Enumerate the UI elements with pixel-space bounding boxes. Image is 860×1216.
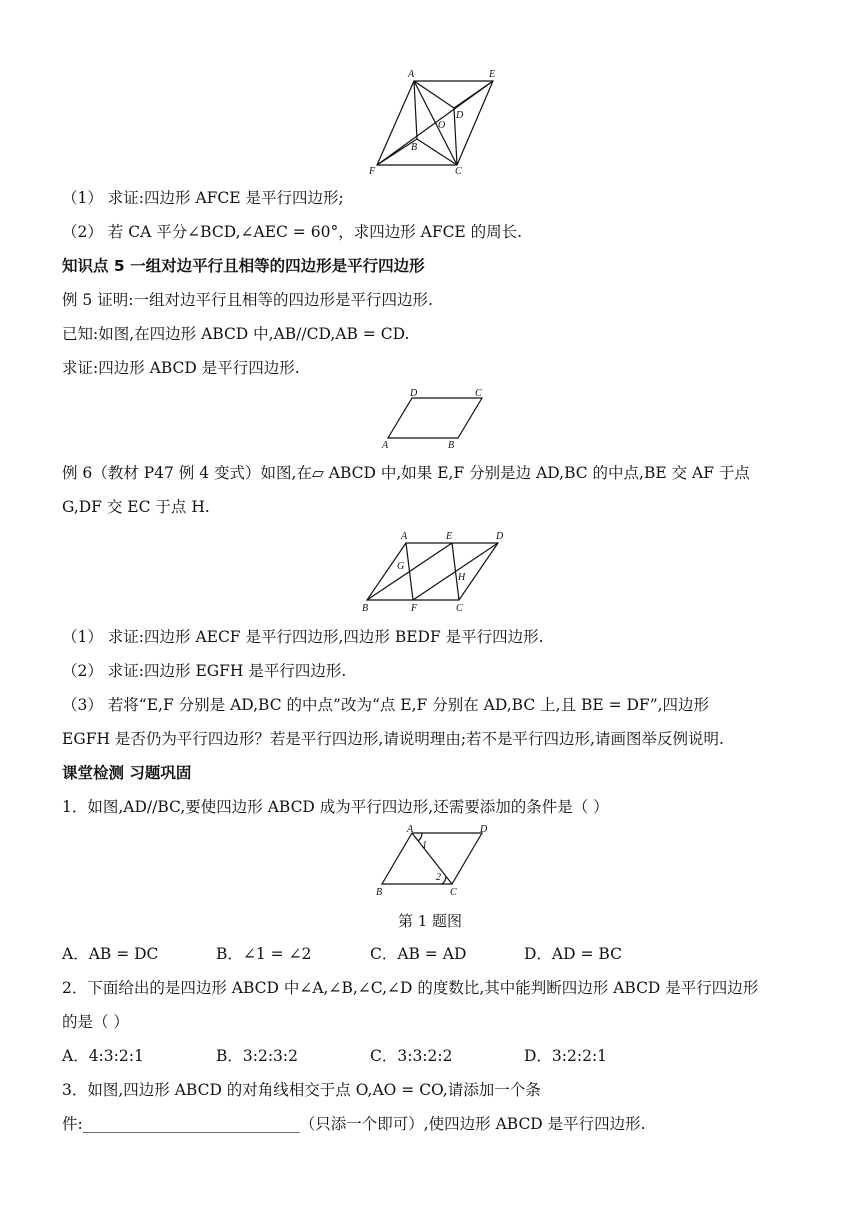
fig4-angle-2: 2	[436, 872, 441, 883]
fig2-label-b: B	[448, 440, 455, 451]
question-2-text: （2） 若 CA 平分∠BCD,∠AEC = 60°，求四边形 AFCE 的周长.	[62, 223, 523, 241]
prove-text: 求证:四边形 ABCD 是平行四边形.	[62, 359, 300, 377]
exercise-1-option-d: D．AD = BC	[524, 945, 622, 963]
example-6-question-2: （2） 求证:四边形 EGFH 是平行四边形.	[62, 662, 347, 680]
figure-exercise-1	[370, 824, 496, 900]
exercise-2-line-1: 2．下面给出的是四边形 ABCD 中∠A,∠B,∠C,∠D 的度数比,其中能判断四边形 ABCD 是平行四边形	[62, 979, 759, 997]
exercise-2-line-2: 的是（ ）	[62, 1013, 129, 1031]
fig4-angle-1: 1	[422, 840, 427, 851]
fig3-label-g: G	[397, 561, 405, 572]
fig4-label-b: B	[376, 887, 383, 898]
fig3-label-e: E	[446, 531, 453, 542]
fig4-label-a: A	[407, 824, 414, 835]
fig1-label-d: D	[456, 110, 464, 121]
example-6-question-3-line-2: EGFH 是否仍为平行四边形？若是平行四边形,请说明理由;若不是平行四边形,请画图举反例说明.	[62, 730, 724, 748]
fig1-label-b: B	[411, 142, 418, 153]
exercise-1-text: 1．如图,AD//BC,要使四边形 ABCD 成为平行四边形,还需要添加的条件是（ ）	[62, 798, 609, 816]
example-5-text: 例 5 证明:一组对边平行且相等的四边形是平行四边形.	[62, 291, 433, 309]
fig3-label-d: D	[496, 531, 504, 542]
figure-parallelogram-egfh	[355, 527, 510, 617]
exercise-2-option-d: D．3:2:2:1	[524, 1047, 608, 1065]
knowledge-point-5-heading: 知识点 5 一组对边平行且相等的四边形是平行四边形	[62, 257, 425, 275]
exercise-1-option-a: A．AB = DC	[62, 945, 159, 963]
fig1-label-e: E	[489, 69, 496, 80]
fig4-label-c: C	[450, 887, 457, 898]
question-1-text: （1） 求证:四边形 AFCE 是平行四边形;	[62, 189, 344, 207]
figure-caption: 第 1 题图	[397, 912, 463, 930]
fig1-label-c: C	[455, 166, 462, 177]
fig2-label-d: D	[410, 388, 418, 399]
example-6-question-3-line-1: （3） 若将“E,F 分别是 AD,BC 的中点”改为“点 E,F 分别在 AD,BC 上,且 BE = DF”,四边形	[62, 696, 710, 714]
given-text: 已知:如图,在四边形 ABCD 中,AB//CD,AB = CD.	[62, 325, 410, 343]
example-6-question-1: （1） 求证:四边形 AECF 是平行四边形,四边形 BEDF 是平行四边形.	[62, 628, 544, 646]
fig3-label-a: A	[401, 531, 408, 542]
exercise-1-option-c: C．AB = AD	[370, 945, 467, 963]
exercise-2-option-a: A．4:3:2:1	[62, 1047, 144, 1065]
figure-parallelogram-abcd	[378, 386, 490, 452]
fig1-label-o: O	[438, 120, 446, 131]
fig1-label-f: F	[369, 166, 376, 177]
exercise-2-option-c: C．3:3:2:2	[370, 1047, 453, 1065]
example-6-line-2: G,DF 交 EC 于点 H.	[62, 498, 210, 516]
exercise-3-line-2: 件:____________________________（只添一个即可）,使四边形 ABCD 是平行四边形.	[62, 1115, 646, 1133]
fig3-label-b: B	[362, 603, 369, 614]
fig3-label-h: H	[458, 572, 466, 583]
section-heading: 课堂检测 习题巩固	[62, 764, 192, 782]
fig3-label-f: F	[411, 603, 418, 614]
figure-parallelogram-afce	[360, 66, 510, 178]
fig1-label-a: A	[408, 69, 415, 80]
fig2-label-a: A	[382, 440, 389, 451]
exercise-2-option-b: B．3:2:3:2	[216, 1047, 299, 1065]
exercise-3-line-1: 3．如图,四边形 ABCD 的对角线相交于点 O,AO = CO,请添加一个条	[62, 1081, 541, 1099]
fig2-label-c: C	[475, 388, 482, 399]
example-6-line-1: 例 6（教材 P47 例 4 变式）如图,在▱ ABCD 中,如果 E,F 分别是边 AD,BC 的中点,BE 交 AF 于点	[62, 464, 750, 482]
fig4-label-d: D	[480, 824, 488, 835]
exercise-1-option-b: B．∠1 = ∠2	[216, 945, 312, 963]
fig3-label-c: C	[456, 603, 463, 614]
